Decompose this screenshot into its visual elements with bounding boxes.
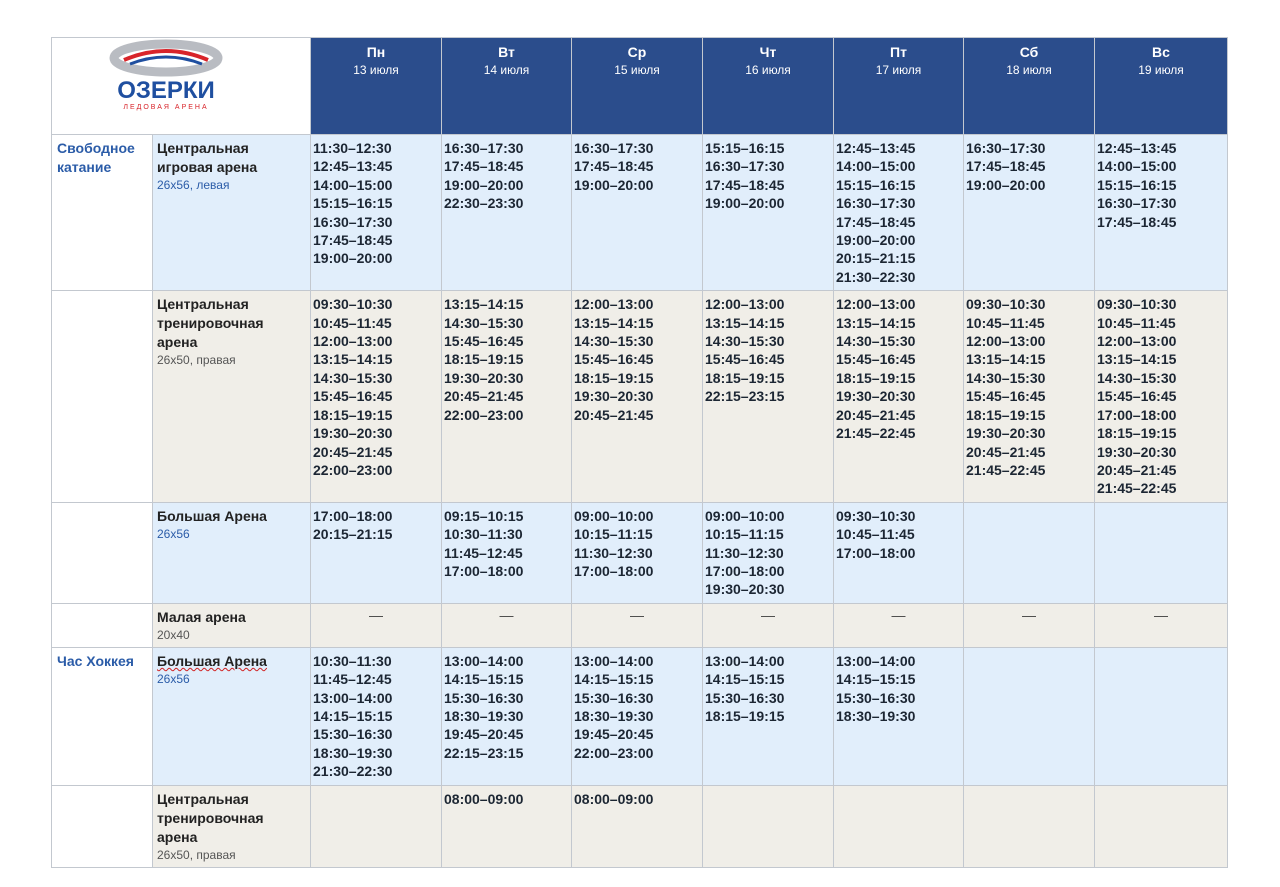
time-slot: 15:30–16:30 [574,689,654,706]
time-slot: 12:00–13:00 [836,296,916,313]
empty-dash-cell [1095,603,1228,647]
time-slot: 11:30–12:30 [574,544,653,561]
time-slots-cell [1095,291,1228,502]
time-slots-cell [964,785,1095,867]
time-slot: 17:45–18:45 [1097,213,1177,230]
time-slot: 18:15–19:15 [444,351,524,368]
time-slot: 08:00–09:00 [574,790,654,807]
empty-dash-cell [834,603,964,647]
time-slot: 10:45–11:45 [836,526,915,543]
time-slot: 09:15–10:15 [444,507,524,524]
empty-dash-cell [442,603,572,647]
time-slot: 14:30–15:30 [836,333,916,350]
arena-size: 26х56, левая [157,178,230,192]
time-slot: 16:30–17:30 [444,140,524,156]
time-slot: 19:45–20:45 [574,726,654,743]
time-slot: 18:15–19:15 [966,406,1046,423]
time-slot: 14:15–15:15 [313,707,393,724]
time-slot: 13:15–14:15 [705,314,785,331]
day-header-4: Пт 17 июля [834,38,964,135]
time-slot: 13:15–14:15 [966,351,1046,368]
category-cell [52,785,153,867]
time-slot: 16:30–17:30 [705,158,785,175]
time-slot: 15:45–16:45 [574,351,654,368]
time-slot: 12:45–13:45 [836,140,916,156]
arena-name: Центральная тренировочная арена [157,790,264,845]
time-slot: 18:30–19:30 [444,707,524,724]
logo-tagline: ЛЕДОВАЯ АРЕНА [123,104,209,111]
time-slot: 17:00–18:00 [705,562,785,579]
time-slot: 19:30–20:30 [574,388,654,405]
time-slot: 10:45–11:45 [1097,314,1176,331]
schedule-table [51,37,1228,868]
time-slot: 15:30–16:30 [836,689,916,706]
time-slot: 14:00–15:00 [1097,158,1177,175]
time-slot: 09:30–10:30 [836,507,916,524]
time-slot: 21:30–22:30 [313,763,393,780]
schedule-row [52,785,1228,867]
time-slot: 19:30–20:30 [705,581,785,598]
time-slot: 22:00–23:00 [444,406,524,423]
time-slot: 14:30–15:30 [313,369,393,386]
time-slot: 15:15–16:15 [1097,176,1177,193]
time-slot: 12:00–13:00 [1097,333,1177,350]
time-slot: 19:00–20:00 [705,195,785,212]
time-slot: 14:15–15:15 [836,671,916,688]
time-slot: 09:00–10:00 [574,507,654,524]
time-slot: 21:45–22:45 [836,425,916,442]
time-slot: 13:15–14:15 [1097,351,1177,368]
time-slot: 12:00–13:00 [966,333,1046,350]
schedule-row [52,603,1228,647]
time-slots-cell [311,135,442,291]
time-slot: 14:30–15:30 [1097,369,1177,386]
time-slot: 12:45–13:45 [313,158,393,175]
time-slot: 10:15–11:15 [574,526,653,543]
time-slot: 17:45–18:45 [313,232,393,249]
dash-mark: — [1154,606,1168,623]
time-slots-cell [1095,502,1228,603]
time-slot: 12:00–13:00 [574,296,654,313]
time-slot: 14:00–15:00 [836,158,916,175]
time-slots-cell [703,502,834,603]
time-slot: 19:30–20:30 [313,425,393,442]
time-slot: 20:45–21:45 [444,388,524,405]
category-cell: Час Хоккея [52,647,153,785]
time-slots-cell [311,291,442,502]
logo-brand: ОЗЕРКИ [117,77,215,104]
arena-name: Большая Арена [157,507,267,524]
arena-cell [153,291,311,502]
time-slots-cell [572,291,703,502]
time-slot: 10:15–11:15 [705,526,784,543]
time-slots-cell [834,502,964,603]
time-slot: 19:30–20:30 [836,388,916,405]
time-slot: 16:30–17:30 [836,195,916,212]
time-slot: 20:15–21:15 [313,526,393,543]
time-slot: 17:00–18:00 [574,562,654,579]
time-slot: 19:00–20:00 [966,176,1046,193]
time-slot: 09:30–10:30 [1097,296,1177,313]
arena-cell [153,502,311,603]
arena-name: Центральная тренировочная арена [157,296,264,351]
arena-size: 20х40 [157,627,190,642]
time-slots-cell [964,647,1095,785]
time-slot: 16:30–17:30 [313,213,393,230]
dash-mark: — [499,606,514,623]
time-slot: 09:30–10:30 [966,296,1046,313]
time-slot: 19:45–20:45 [444,726,524,743]
time-slots-cell [834,135,964,291]
time-slots-cell [703,647,834,785]
time-slot: 15:45–16:45 [444,333,524,350]
time-slots-cell [311,785,442,867]
time-slot: 17:45–18:45 [705,176,785,193]
time-slots-cell [703,785,834,867]
time-slot: 18:15–19:15 [1097,425,1177,442]
time-slot: 22:15–23:15 [444,744,524,761]
time-slot: 10:30–11:30 [444,526,523,543]
time-slot: 22:30–23:30 [444,195,524,212]
arena-name: Большая Арена [157,652,267,669]
empty-dash-cell [703,603,834,647]
time-slot: 19:00–20:00 [444,176,524,193]
time-slot: 18:15–19:15 [574,369,654,386]
time-slot: 20:45–21:45 [966,443,1046,460]
time-slot: 10:45–11:45 [313,314,392,331]
time-slots-cell [311,647,442,785]
time-slot: 22:15–23:15 [705,388,785,405]
schedule-row [52,135,1228,291]
schedule-row [52,291,1228,502]
time-slot: 13:00–14:00 [444,652,524,669]
time-slot: 22:00–23:00 [313,461,393,478]
time-slots-cell [1095,135,1228,291]
time-slot: 17:45–18:45 [444,158,524,175]
time-slot: 09:30–10:30 [313,296,393,313]
time-slot: 15:45–16:45 [1097,388,1177,405]
time-slots-cell [442,785,572,867]
time-slot: 20:45–21:45 [1097,461,1177,478]
time-slot: 14:15–15:15 [574,671,654,688]
logo-cell [52,38,311,135]
schedule-row [52,502,1228,603]
time-slot: 10:45–11:45 [966,314,1045,331]
arena-size: 26х56 [157,671,190,686]
time-slot: 11:30–12:30 [705,544,784,561]
empty-dash-cell [964,603,1095,647]
time-slots-cell [703,135,834,291]
time-slot: 18:15–19:15 [313,406,393,423]
time-slot: 14:15–15:15 [444,671,524,688]
time-slot: 17:45–18:45 [966,158,1046,175]
time-slot: 12:45–13:45 [1097,140,1177,156]
time-slot: 17:00–18:00 [313,507,393,524]
arena-cell [153,785,311,867]
time-slot: 19:30–20:30 [1097,443,1177,460]
category-cell [52,502,153,603]
time-slot: 10:30–11:30 [313,652,392,669]
arena-name: Малая арена [157,608,246,625]
time-slots-cell [834,785,964,867]
arena-size: 26х50, правая [157,847,236,862]
time-slot: 12:00–13:00 [705,296,785,313]
empty-dash-cell [572,603,703,647]
time-slots-cell [572,135,703,291]
time-slot: 09:00–10:00 [705,507,785,524]
time-slot: 17:00–18:00 [1097,406,1177,423]
time-slot: 11:30–12:30 [313,140,392,156]
time-slot: 17:00–18:00 [836,544,916,561]
time-slot: 12:00–13:00 [313,333,393,350]
arena-cell [153,135,311,291]
day-header-6: Вс 19 июля [1095,38,1228,135]
time-slot: 13:00–14:00 [574,652,654,669]
time-slot: 16:30–17:30 [1097,195,1177,212]
arena-cell [153,647,311,785]
time-slots-cell [964,135,1095,291]
time-slot: 15:30–16:30 [444,689,524,706]
time-slot: 11:45–12:45 [444,544,523,561]
time-slot: 19:30–20:30 [966,425,1046,442]
time-slot: 18:30–19:30 [836,707,916,724]
dash-mark: — [630,606,644,623]
day-header-5: Сб 18 июля [964,38,1095,135]
time-slot: 08:00–09:00 [444,790,524,807]
empty-dash-cell [311,603,442,647]
time-slot: 20:15–21:15 [836,250,916,267]
time-slot: 14:30–15:30 [574,333,654,350]
time-slots-cell [572,647,703,785]
time-slots-cell [442,135,572,291]
time-slot: 13:00–14:00 [313,689,393,706]
time-slot: 18:30–19:30 [574,707,654,724]
time-slot: 22:00–23:00 [574,744,654,761]
time-slots-cell [311,502,442,603]
category-cell [52,603,153,647]
time-slot: 21:45–22:45 [1097,480,1177,497]
time-slot: 14:00–15:00 [313,176,393,193]
schedule-row [52,647,1228,785]
dash-mark: — [761,606,775,623]
time-slots-cell [442,502,572,603]
time-slots-cell [834,291,964,502]
time-slot: 20:45–21:45 [574,406,654,423]
time-slot: 16:30–17:30 [966,140,1046,156]
time-slot: 17:45–18:45 [574,158,654,175]
category-cell: Свободное катание [52,135,153,291]
time-slot: 17:00–18:00 [444,562,524,579]
time-slot: 14:30–15:30 [705,333,785,350]
time-slot: 19:30–20:30 [444,369,524,386]
dash-mark: — [1022,606,1036,623]
time-slot: 13:15–14:15 [836,314,916,331]
arena-size: 26х56 [157,526,190,541]
time-slot: 13:00–14:00 [705,652,785,669]
time-slot: 18:15–19:15 [836,369,916,386]
time-slot: 19:00–20:00 [313,250,393,267]
time-slot: 15:45–16:45 [705,351,785,368]
time-slot: 14:30–15:30 [444,314,524,331]
time-slot: 15:45–16:45 [836,351,916,368]
ozerki-logo [52,38,311,129]
day-header-3: Чт 16 июля [703,38,834,135]
time-slot: 15:15–16:15 [313,195,393,212]
day-header-0: Пн 13 июля [311,38,442,135]
time-slot: 13:00–14:00 [836,652,916,669]
time-slot: 19:00–20:00 [836,232,916,249]
time-slot: 13:15–14:15 [444,296,524,313]
time-slot: 15:30–16:30 [313,726,393,743]
time-slots-cell [1095,785,1228,867]
arena-size: 26х50, правая [157,353,236,368]
time-slot: 18:30–19:30 [313,744,393,761]
time-slot: 20:45–21:45 [836,406,916,423]
time-slot: 16:30–17:30 [574,140,654,156]
time-slot: 15:30–16:30 [705,689,785,706]
time-slot: 21:45–22:45 [966,461,1046,478]
time-slot: 14:15–15:15 [705,671,785,688]
arena-cell [153,603,311,647]
time-slot: 15:15–16:15 [705,140,785,156]
time-slots-cell [964,291,1095,502]
time-slot: 20:45–21:45 [313,443,393,460]
time-slots-cell [964,502,1095,603]
time-slots-cell [572,502,703,603]
day-header-1: Вт 14 июля [442,38,572,135]
time-slots-cell [442,291,572,502]
time-slot: 11:45–12:45 [313,671,392,688]
time-slot: 15:45–16:45 [966,388,1046,405]
time-slot: 15:15–16:15 [836,176,916,193]
category-cell [52,291,153,502]
time-slot: 15:45–16:45 [313,388,393,405]
time-slot: 21:30–22:30 [836,268,916,285]
dash-mark: — [369,606,383,623]
time-slots-cell [834,647,964,785]
dash-mark: — [891,606,906,623]
time-slot: 13:15–14:15 [313,351,393,368]
time-slot: 18:15–19:15 [705,369,785,386]
time-slots-cell [572,785,703,867]
time-slot: 19:00–20:00 [574,176,654,193]
arena-name: Центральная игровая арена [157,140,258,175]
time-slot: 18:15–19:15 [705,707,785,724]
time-slots-cell [703,291,834,502]
time-slot: 17:45–18:45 [836,213,916,230]
day-header-2: Ср 15 июля [572,38,703,135]
time-slots-cell [1095,647,1228,785]
time-slot: 14:30–15:30 [966,369,1046,386]
time-slot: 13:15–14:15 [574,314,654,331]
time-slots-cell [442,647,572,785]
